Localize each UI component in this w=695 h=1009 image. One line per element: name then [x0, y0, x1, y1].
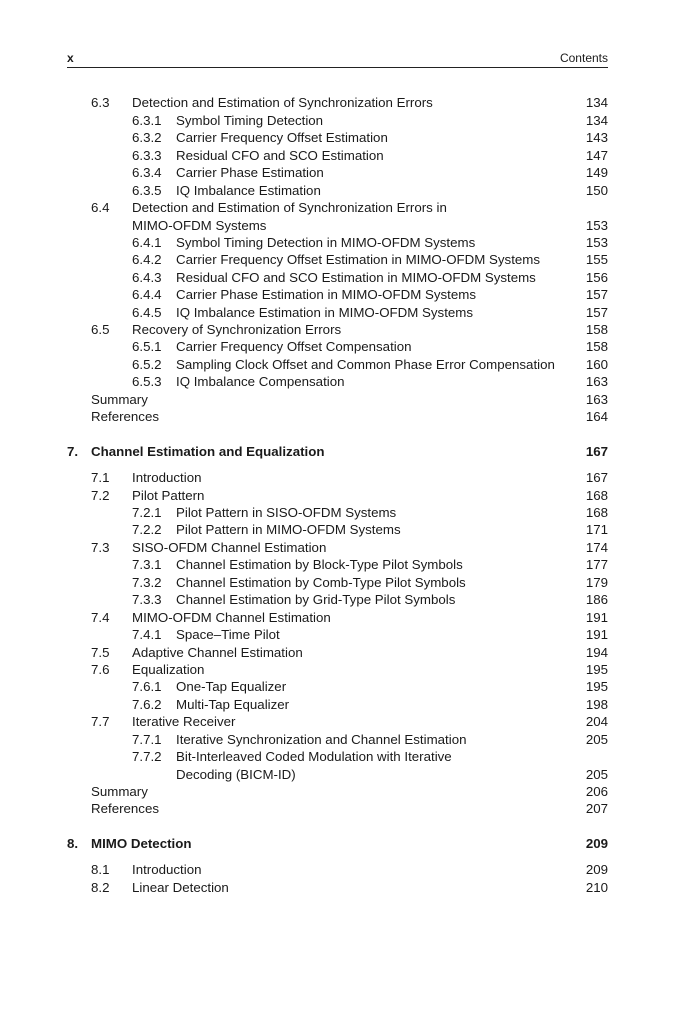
toc-entry-number: 7.7 [91, 714, 110, 729]
toc-entry-number: 6.5.1 [132, 339, 162, 354]
toc-entry [0, 661, 695, 679]
toc-entry-page: 147 [585, 148, 608, 163]
toc-entry-title: One-Tap Equalizer [176, 679, 287, 694]
toc-entry-page: 209 [585, 862, 608, 877]
toc-entry [0, 269, 695, 287]
toc-entry-number: 7.3.1 [132, 557, 162, 572]
toc-entry-title: IQ Imbalance Estimation [176, 183, 321, 198]
toc-entry-title: IQ Imbalance Estimation in MIMO-OFDM Systems [176, 305, 474, 320]
toc-entry-page: 149 [585, 165, 608, 180]
toc-entry-title: References [91, 801, 159, 816]
toc-entry-number: 7.3.3 [132, 592, 162, 607]
toc-entry [0, 713, 695, 731]
toc-entry-number: 6.5.2 [132, 357, 162, 372]
toc-entry-page: 167 [585, 444, 608, 459]
toc-entry-title: Symbol Timing Detection [176, 113, 324, 128]
toc-entry-page: 153 [585, 218, 608, 233]
toc-entry-page: 157 [585, 287, 608, 302]
toc-entry-title: IQ Imbalance Compensation [176, 374, 345, 389]
toc-entry [0, 112, 695, 130]
toc-entry [0, 129, 695, 147]
toc-entry-title: Carrier Phase Estimation in MIMO-OFDM Systems [176, 287, 476, 302]
toc-chapter-entry [0, 443, 695, 461]
toc-entry-title: Pilot Pattern [132, 488, 205, 503]
toc-entry-title: Detection and Estimation of Synchronization Errors in [132, 200, 447, 215]
toc-entry-page: 143 [585, 130, 608, 145]
toc-entry-page: 150 [585, 183, 608, 198]
toc-entry-page: 168 [585, 505, 608, 520]
toc-entry-page: 210 [585, 880, 608, 895]
toc-entry [0, 182, 695, 200]
toc-entry-title: Equalization [132, 662, 205, 677]
toc-entry-number: 6.3.1 [132, 113, 162, 128]
toc-entry [0, 469, 695, 487]
toc-entry-number: 7.2.2 [132, 522, 162, 537]
toc-entry-number: 6.4 [91, 200, 110, 215]
toc-entry-page: 174 [585, 540, 608, 555]
toc-entry [0, 286, 695, 304]
toc-entry-title: Sampling Clock Offset and Common Phase Error Compensation [176, 357, 555, 372]
toc-entry [0, 783, 695, 801]
toc-entry [0, 861, 695, 879]
running-title: Contents [559, 51, 608, 65]
toc-entry-title: Channel Estimation by Grid-Type Pilot Symbols [176, 592, 456, 607]
toc-entry-page: 186 [585, 592, 608, 607]
toc-entry [0, 199, 695, 217]
toc-entry-number: 6.3.2 [132, 130, 162, 145]
toc-entry-number: 6.4.1 [132, 235, 162, 250]
toc-entry [0, 338, 695, 356]
toc-entry-page: 158 [585, 322, 608, 337]
toc-entry [0, 678, 695, 696]
toc-entry-title: Carrier Frequency Offset Estimation in MIMO-OFDM Systems [176, 252, 541, 267]
toc-entry [0, 321, 695, 339]
toc-entry-number: 6.4.2 [132, 252, 162, 267]
toc-entry-page: 194 [585, 645, 608, 660]
toc-entry-number: 7.6.1 [132, 679, 162, 694]
toc-entry-title: Carrier Frequency Offset Compensation [176, 339, 412, 354]
toc-entry-title: Channel Estimation and Equalization [91, 444, 325, 459]
toc-entry [0, 234, 695, 252]
toc-entry-page: 179 [585, 575, 608, 590]
toc-entry-number: 6.4.5 [132, 305, 162, 320]
toc-entry-number: 7.6 [91, 662, 110, 677]
toc-entry-number: 7.4 [91, 610, 110, 625]
toc-entry-title: Detection and Estimation of Synchronization Errors [132, 95, 433, 110]
toc-entry-page: 156 [585, 270, 608, 285]
toc-entry-number: 6.3 [91, 95, 110, 110]
toc-entry-title: Recovery of Synchronization Errors [132, 322, 342, 337]
toc-entry-page: 163 [585, 374, 608, 389]
toc-entry-title: Multi-Tap Equalizer [176, 697, 290, 712]
toc-entry-page: 205 [585, 767, 608, 782]
toc-entry [0, 644, 695, 662]
toc-entry-number: 7.3 [91, 540, 110, 555]
toc-entry [0, 696, 695, 714]
toc-entry-page: 195 [585, 662, 608, 677]
toc-entry-title: Introduction [132, 470, 202, 485]
toc-entry-number: 6.3.3 [132, 148, 162, 163]
toc-entry [0, 94, 695, 112]
toc-entry-page: 191 [585, 627, 608, 642]
toc-entry-number: 7. [67, 444, 79, 459]
toc-entry-title: Adaptive Channel Estimation [132, 645, 303, 660]
toc-entry [0, 521, 695, 539]
toc-entry-number: 7.7.2 [132, 749, 162, 764]
toc-entry-title: Carrier Phase Estimation [176, 165, 324, 180]
toc-entry-page: 164 [585, 409, 608, 424]
toc-entry-number: 7.6.2 [132, 697, 162, 712]
toc-entry-page: 153 [585, 235, 608, 250]
toc-entry-title: Carrier Frequency Offset Estimation [176, 130, 388, 145]
toc-entry-page: 134 [585, 95, 608, 110]
toc-entry-title: Residual CFO and SCO Estimation in MIMO-OFDM Systems [176, 270, 536, 285]
toc-entry-number: 6.3.4 [132, 165, 162, 180]
toc-entry-title: Summary [91, 392, 148, 407]
toc-entry-number: 7.2 [91, 488, 110, 503]
toc-entry-title: Symbol Timing Detection in MIMO-OFDM Systems [176, 235, 476, 250]
toc-entry-title: Linear Detection [132, 880, 229, 895]
toc-entry-title: Space–Time Pilot [176, 627, 280, 642]
toc-entry [0, 504, 695, 522]
toc-entry-title: Summary [91, 784, 148, 799]
toc-entry-page: 204 [585, 714, 608, 729]
toc-entry [0, 731, 695, 749]
toc-entry-title: Channel Estimation by Block-Type Pilot Symbols [176, 557, 463, 572]
toc-entry [0, 487, 695, 505]
toc-entry-page: 206 [585, 784, 608, 799]
toc-entry [0, 879, 695, 897]
toc-entry-page: 168 [585, 488, 608, 503]
toc-entry [0, 800, 695, 818]
toc-entry-number: 8. [67, 836, 79, 851]
toc-entry-page: 157 [585, 305, 608, 320]
toc-entry [0, 539, 695, 557]
toc-entry [0, 147, 695, 165]
toc-entry-page: 209 [585, 836, 608, 851]
toc-entry-page: 163 [585, 392, 608, 407]
toc-entry [0, 748, 695, 766]
toc-entry-number: 7.4.1 [132, 627, 162, 642]
toc-entry [0, 626, 695, 644]
toc-entry-page: 207 [585, 801, 608, 816]
toc-entry-title: References [91, 409, 159, 424]
toc-entry-page: 171 [585, 522, 608, 537]
toc-entry [0, 574, 695, 592]
toc-entry-number: 7.1 [91, 470, 110, 485]
toc-entry-number: 6.5.3 [132, 374, 162, 389]
toc-entry [0, 766, 695, 784]
toc-entry-title: Bit-Interleaved Coded Modulation with Iterative [176, 749, 452, 764]
toc-entry-title: Introduction [132, 862, 202, 877]
toc-entry-number: 7.2.1 [132, 505, 162, 520]
toc-entry [0, 356, 695, 374]
toc-entry-number: 6.3.5 [132, 183, 162, 198]
toc-entry-page: 177 [585, 557, 608, 572]
toc-entry [0, 408, 695, 426]
toc-entry-title: MIMO Detection [91, 836, 192, 851]
toc-entry [0, 591, 695, 609]
toc-entry-title: MIMO-OFDM Systems [132, 218, 267, 233]
toc-entry-number: 8.2 [91, 880, 110, 895]
toc-entry-title: Decoding (BICM-ID) [176, 767, 296, 782]
toc-entry-number: 7.3.2 [132, 575, 162, 590]
page-number: x [67, 51, 74, 65]
toc-entry-title: SISO-OFDM Channel Estimation [132, 540, 327, 555]
toc-entry [0, 164, 695, 182]
toc-entry [0, 373, 695, 391]
toc-entry-page: 205 [585, 732, 608, 747]
toc-entry-page: 198 [585, 697, 608, 712]
toc-entry-number: 6.4.3 [132, 270, 162, 285]
toc-entry-page: 158 [585, 339, 608, 354]
toc-entry-title: MIMO-OFDM Channel Estimation [132, 610, 331, 625]
toc-entry-page: 167 [585, 470, 608, 485]
toc-entry [0, 609, 695, 627]
toc-entry-title: Iterative Synchronization and Channel Estimation [176, 732, 467, 747]
toc-entry-page: 160 [585, 357, 608, 372]
toc-entry-page: 155 [585, 252, 608, 267]
toc-entry-number: 7.7.1 [132, 732, 162, 747]
toc-entry [0, 556, 695, 574]
toc-entry-title: Iterative Receiver [132, 714, 236, 729]
toc-entry-title: Channel Estimation by Comb-Type Pilot Symbols [176, 575, 466, 590]
toc-entry [0, 251, 695, 269]
toc-entry-title: Pilot Pattern in SISO-OFDM Systems [176, 505, 397, 520]
toc-entry-page: 134 [585, 113, 608, 128]
toc-entry [0, 217, 695, 235]
toc-entry [0, 391, 695, 409]
toc-entry-number: 7.5 [91, 645, 110, 660]
toc-entry-number: 8.1 [91, 862, 110, 877]
toc-entry [0, 304, 695, 322]
toc-entry-number: 6.4.4 [132, 287, 162, 302]
toc-entry-title: Pilot Pattern in MIMO-OFDM Systems [176, 522, 401, 537]
toc-entry-number: 6.5 [91, 322, 110, 337]
toc-chapter-entry [0, 835, 695, 853]
toc-entry-title: Residual CFO and SCO Estimation [176, 148, 384, 163]
toc-entry-page: 195 [585, 679, 608, 694]
toc-entry-page: 191 [585, 610, 608, 625]
